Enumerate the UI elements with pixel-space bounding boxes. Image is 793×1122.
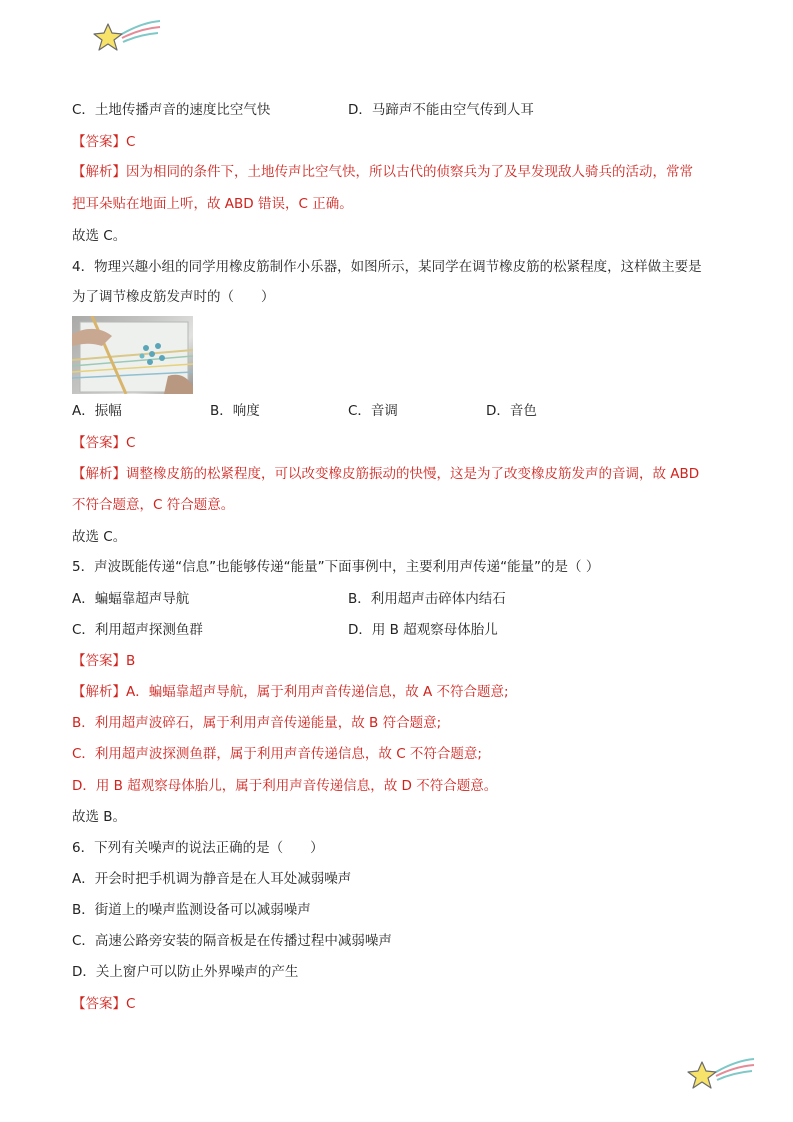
q3-options-row xyxy=(72,100,733,120)
q3-option-d: D．马蹄声不能由空气传到人耳 xyxy=(348,102,534,118)
q4-analysis-line-1: 【解析】调整橡皮筋的松紧程度，可以改变橡皮筋振动的快慢，这是为了改变橡皮筋发声的音调，故 ABD xyxy=(72,466,700,482)
q5-option-c: C．利用超声探测鱼群 xyxy=(72,622,203,638)
q4-stem-line-2: 为了调节橡皮筋发声时的（ ） xyxy=(72,289,275,305)
q5-option-a: A．蝙蝠靠超声导航 xyxy=(72,591,190,607)
rubber-band-instrument-photo xyxy=(72,316,193,394)
q3-analysis-line-2: 把耳朵贴在地面上听，故 ABD 错误，C 正确。 xyxy=(72,196,353,212)
q4-conclusion: 故选 C。 xyxy=(72,529,127,545)
q5-analysis-line-2: B．利用超声波碎石，属于利用声音传递能量，故 B 符合题意; xyxy=(72,715,442,731)
q4-option-c: C．音调 xyxy=(348,403,398,419)
q5-stem: 5．声波既能传递“信息”也能够传递“能量”下面事例中，主要利用声传递“能量”的是（ ） xyxy=(72,559,600,575)
q6-option-d: D．关上窗户可以防止外界噪声的产生 xyxy=(72,964,299,980)
q3-analysis-line-1: 【解析】因为相同的条件下，土地传声比空气快，所以古代的侦察兵为了及早发现敌人骑兵的活动，常常 xyxy=(72,164,693,180)
q6-stem: 6．下列有关噪声的说法正确的是（ ） xyxy=(72,840,324,856)
q3-option-c: C．土地传播声音的速度比空气快 xyxy=(72,102,271,118)
q4-option-a: A．振幅 xyxy=(72,403,122,419)
rubber-band-photo-drawing xyxy=(72,316,193,394)
shooting-star-icon xyxy=(92,18,164,58)
shooting-star-icon xyxy=(686,1056,758,1096)
q3-conclusion: 故选 C。 xyxy=(72,228,127,244)
q5-option-b: B．利用超声击碎体内结石 xyxy=(348,591,506,607)
q6-option-a: A．开会时把手机调为静音是在人耳处减弱噪声 xyxy=(72,871,352,887)
q6-option-c: C．高速公路旁安装的隔音板是在传播过程中减弱噪声 xyxy=(72,933,392,949)
q3-answer: 【答案】C xyxy=(72,134,136,150)
q4-stem-line-1: 4．物理兴趣小组的同学用橡皮筋制作小乐器，如图所示，某同学在调节橡皮筋的松紧程度，这样做主要是 xyxy=(72,259,702,275)
q5-analysis-line-3: C．利用超声波探测鱼群，属于利用声音传递信息，故 C 不符合题意; xyxy=(72,746,482,762)
q5-conclusion: 故选 B。 xyxy=(72,809,127,825)
q5-analysis-line-1: 【解析】A．蝙蝠靠超声导航，属于利用声音传递信息，故 A 不符合题意; xyxy=(72,684,509,700)
q5-answer: 【答案】B xyxy=(72,653,136,669)
q4-option-d: D．音色 xyxy=(486,403,537,419)
q5-option-d: D．用 B 超观察母体胎儿 xyxy=(348,622,498,638)
q4-option-b: B．响度 xyxy=(210,403,260,419)
q4-answer: 【答案】C xyxy=(72,435,136,451)
q4-analysis-line-2: 不符合题意，C 符合题意。 xyxy=(72,497,235,513)
q6-option-b: B．街道上的噪声监测设备可以减弱噪声 xyxy=(72,902,311,918)
q6-answer: 【答案】C xyxy=(72,996,136,1012)
q5-analysis-line-4: D．用 B 超观察母体胎儿，属于利用声音传递信息，故 D 不符合题意。 xyxy=(72,778,498,794)
